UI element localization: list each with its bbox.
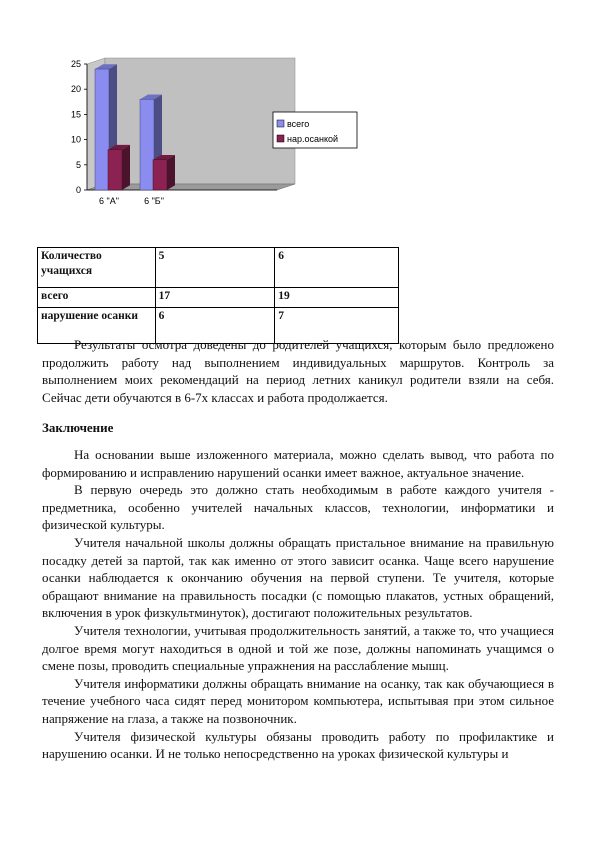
row-label-cell: Количество учащихся xyxy=(38,248,156,288)
class-table xyxy=(37,247,399,344)
legend-swatch xyxy=(277,120,284,127)
bar-side xyxy=(122,145,130,190)
row-label-cell: нарушение осанки xyxy=(38,308,156,344)
value-cell: 5 xyxy=(155,248,275,288)
x-tick-label: 6 "Б" xyxy=(144,196,164,206)
section-heading: Заключение xyxy=(42,420,114,435)
y-tick-label: 0 xyxy=(75,185,81,195)
y-tick-label: 15 xyxy=(70,109,81,120)
legend-label: нар.осанкой xyxy=(287,134,339,144)
bar-front xyxy=(108,150,122,190)
conclusion-body xyxy=(42,446,554,763)
legend-swatch xyxy=(277,135,284,142)
legend xyxy=(273,112,357,148)
table-row xyxy=(38,248,399,288)
conclusion-paragraph: Учителя начальной школы должны обращать пристальное внимание на правильную посадку детей за партой, так как именно от этого зависит осанка. Чаще всего нарушение осанки наблюдается к окончанию обучения на первой ступени. Те учителя, которые обращают внимание на правильность посадки (с помощью плакатов, устных обращений, включения в урок физкультминуток), достигают положительных результатов. xyxy=(42,534,554,621)
bar-narusheniya-1 xyxy=(153,155,175,190)
x-tick-label: 6 "А" xyxy=(99,196,119,206)
legend-label: всего xyxy=(287,119,310,129)
bar-front xyxy=(95,69,109,190)
value-cell: 6 xyxy=(275,248,399,288)
conclusion-paragraph: Учителя физической культуры обязаны проводить работу по профилактике и нарушению осанки. И не только непосредственно на уроках физической культуры и xyxy=(42,728,554,762)
bar-front xyxy=(140,99,154,190)
y-tick-label: 25 xyxy=(70,59,81,69)
row-label-cell: всего xyxy=(38,288,156,308)
value-cell: 17 xyxy=(155,288,275,308)
y-tick-label: 20 xyxy=(70,84,81,95)
y-tick-label: 10 xyxy=(70,134,81,145)
back-wall xyxy=(105,58,295,184)
conclusion-paragraph: На основании выше изложенного материала, можно сделать вывод, что работа по формированию и исправлению нарушений осанки имеет важное, актуальное значение. xyxy=(42,447,554,480)
value-cell: 19 xyxy=(275,288,399,308)
bar-narusheniya-0 xyxy=(108,145,130,190)
bar-side xyxy=(167,155,175,190)
conclusion-paragraph: В первую очередь это должно стать необходимым в работе каждого учителя - предметника, особенно учителей начальных классов, технологии, информатики и физической культуры. xyxy=(42,482,554,533)
results-paragraph: Результаты осмотра доведены до родителей учащихся, которым было предложено продолжить работу над выполнением индивидуальных маршрутов. Контроль за выполнением моих рекомендаций на период летних каникул родители взяли на себя. Сейчас дети обучаются в 6-7х классах и работа продолжается. xyxy=(42,337,554,405)
value-cell: 6 xyxy=(155,308,275,344)
conclusion-paragraph: Учителя информатики должны обращать внимание на осанку, так как обучающиеся в течение учебного часа сидят перед монитором компьютера, испытывая при этом сильное напряжение на глаза, а также на позвоночник. xyxy=(42,675,554,726)
y-tick-label: 5 xyxy=(75,159,81,170)
table-row xyxy=(38,288,399,308)
conclusion-paragraph: Учителя технологии, учитывая продолжительность занятий, а также то, что учащиеся долгое время могут находиться в одной и той же позе, должны напоминать учащимся о смене позы, проводить специальные упражнения на расслабление мышц. xyxy=(42,622,554,674)
value-cell: 7 xyxy=(275,308,399,344)
bar-front xyxy=(153,160,167,190)
results-paragraph-block xyxy=(42,336,554,406)
bar-chart xyxy=(40,52,370,214)
